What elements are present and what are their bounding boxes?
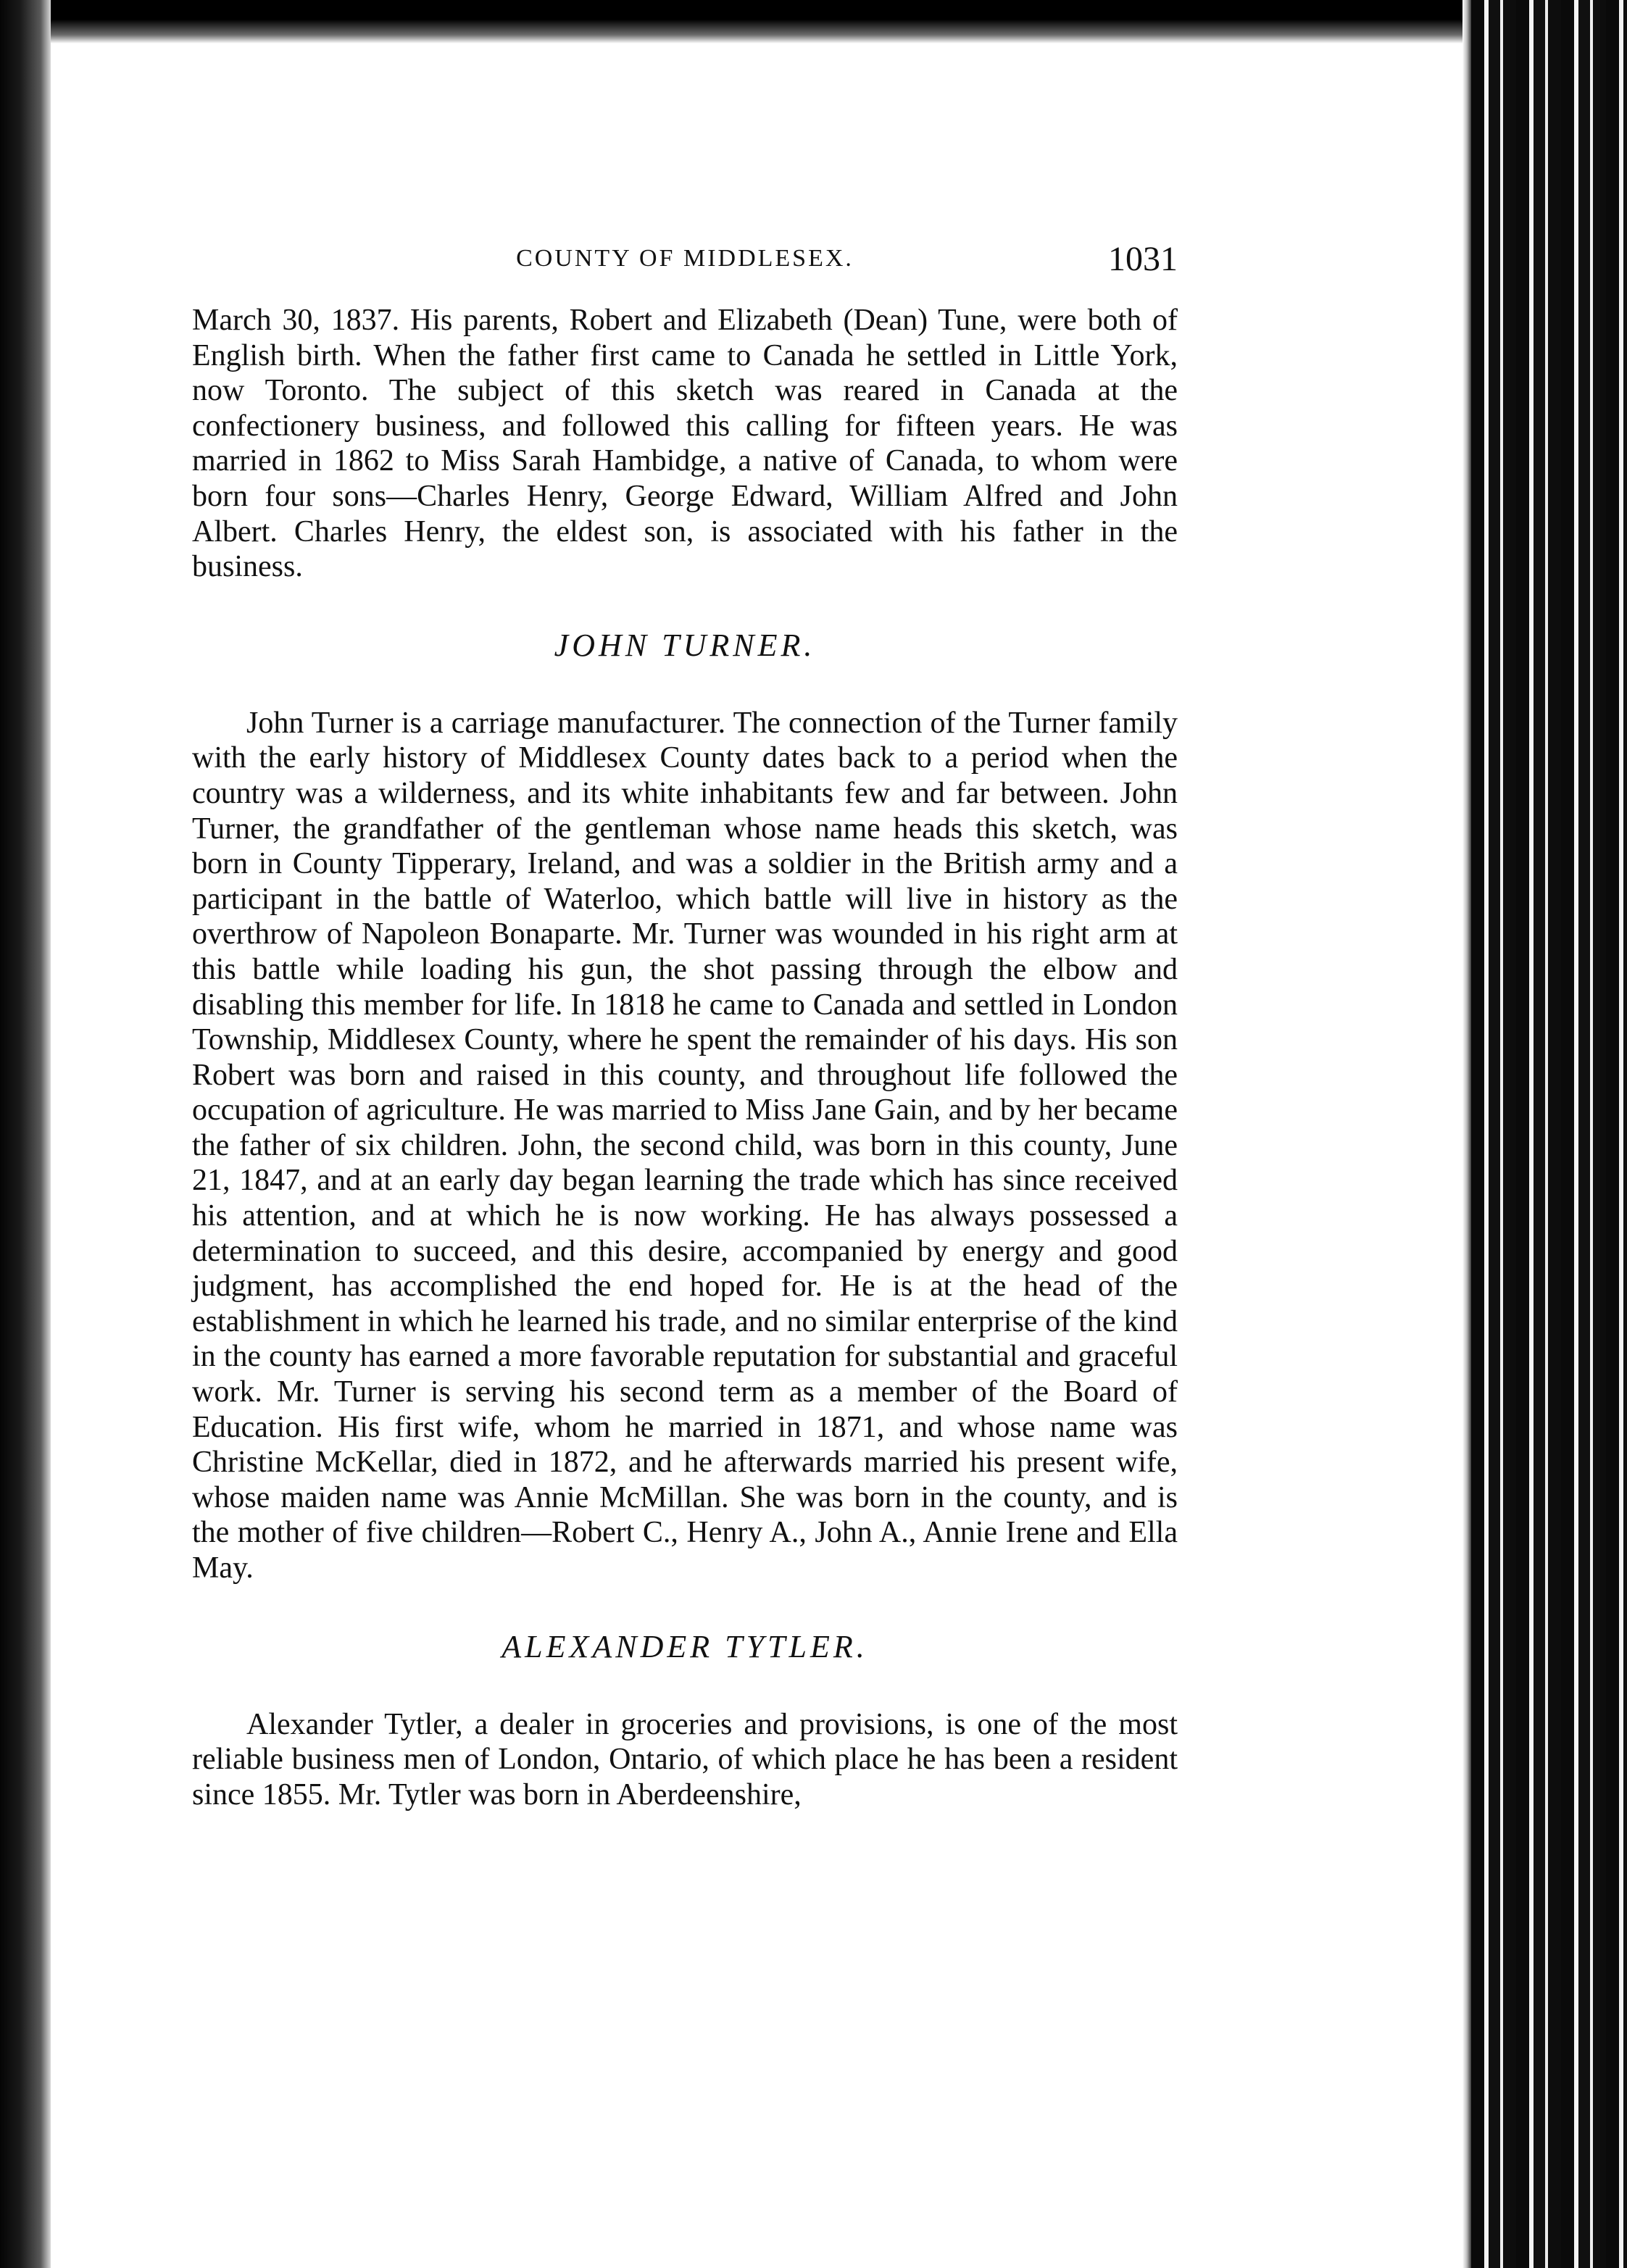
- scan-border-left: [0, 0, 51, 2268]
- section-heading-alexander-tytler: ALEXANDER TYTLER.: [502, 1628, 868, 1664]
- page-number: 1031: [1108, 240, 1178, 278]
- scan-border-top: [0, 0, 1627, 43]
- scan-gutter-shadow: [1462, 0, 1471, 2268]
- section-heading-john-turner: JOHN TURNER.: [554, 627, 816, 663]
- running-header: [192, 239, 1178, 283]
- running-title: COUNTY OF MIDDLESEX.: [516, 245, 854, 272]
- book-page: [192, 239, 1178, 1812]
- john-turner-paragraph: John Turner is a carriage manufacturer. The connection of the Turner family with the early history of Middlesex County dates back to a period when the country was a wilderness, and its white inhabitants few and far between. John Turner, the grandfather of the gentleman whose name heads this sketch, was born in County Tipperary, Ireland, and was a soldier in the British army and a participant in the battle of Waterloo, which battle will live in history as the overthrow of Napoleon Bonaparte. Mr. Turner was wounded in his right arm at this battle while loading his gun, the shot passing through the elbow and disabling this member for life. In 1818 he came to Canada and settled in London Township, Middlesex County, where he spent the remainder of his days. His son Robert was born and raised in this county, and throughout life followed the occupation of agriculture. He was married to Miss Jane Gain, and by her became the father of six children. John, the second child, was born in this county, June 21, 1847, and at an early day began learning the trade which has since received his attention, and at which he is now working. He has always possessed a determination to succeed, and this desire, accompanied by energy and good judgment, has accomplished the end hoped for. He is at the head of the establishment in which he learned his trade, and no similar enterprise of the kind in the county has earned a more favorable reputation for substantial and graceful work. Mr. Turner is serving his second term as a member of the Board of Education. His first wife, whom he married in 1871, and whose name was Christine McKellar, died in 1872, and he afterwards married his present wife, whose maiden name was Annie McMillan. She was born in the county, and is the mother of five children—Robert C., Henry A., John A., Annie Irene and Ella May.: [192, 706, 1178, 1585]
- scan-border-right: [1471, 0, 1627, 2268]
- alexander-tytler-paragraph: Alexander Tytler, a dealer in groceries and provisions, is one of the most reliable business men of London, Ontario, of which place he has been a resident since 1855. Mr. Tytler was born in Aberdeenshire,: [192, 1707, 1178, 1812]
- continued-paragraph: March 30, 1837. His parents, Robert and Elizabeth (Dean) Tune, were both of English birth. When the father first came to Canada he settled in Little York, now Toronto. The subject of this sketch was reared in Canada at the confectionery business, and followed this calling for fifteen years. He was married in 1862 to Miss Sarah Hambidge, a native of Canada, to whom were born four sons—Charles Henry, George Edward, William Alfred and John Albert. Charles Henry, the eldest son, is associated with his father in the business.: [192, 304, 1178, 584]
